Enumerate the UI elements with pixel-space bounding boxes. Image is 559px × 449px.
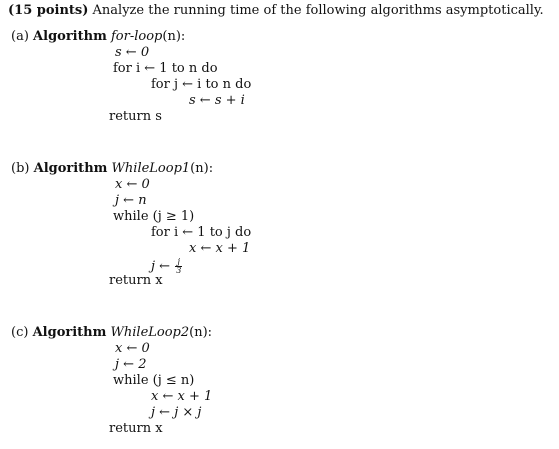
algorithm-param: (n): bbox=[190, 161, 214, 176]
code-line: x ← x + 1 bbox=[151, 389, 213, 404]
algorithm-param: (n): bbox=[189, 325, 213, 340]
part-label: (b) bbox=[11, 161, 30, 176]
code-line: s ← s + i bbox=[189, 93, 245, 108]
part-label: (a) bbox=[11, 29, 29, 44]
part-c-title bbox=[11, 325, 212, 341]
part-label: (c) bbox=[11, 325, 29, 340]
code-line: j ← n bbox=[115, 193, 147, 208]
code-line: s ← 0 bbox=[115, 45, 150, 60]
code-line: return x bbox=[109, 421, 163, 436]
code-line: for i ← 1 to j do bbox=[151, 225, 252, 240]
instruction-text: Analyze the running time of the following algorithms asymptotically. bbox=[92, 3, 544, 18]
fraction bbox=[175, 258, 182, 275]
code-line: x ← x + 1 bbox=[189, 241, 251, 256]
code-line: while (j ≤ n) bbox=[113, 373, 195, 388]
question-header bbox=[8, 3, 544, 19]
code-line: j ← bbox=[151, 259, 171, 274]
part-a-title bbox=[11, 29, 185, 45]
code-line: for j ← i to n do bbox=[151, 77, 252, 92]
algorithm-name: for-loop bbox=[110, 29, 163, 44]
fraction-numerator: j bbox=[175, 258, 182, 267]
code-line: j ← j × j bbox=[151, 405, 202, 420]
code-line: j ← 2 bbox=[115, 357, 147, 372]
algorithm-keyword: Algorithm bbox=[33, 161, 108, 176]
code-line: x ← 0 bbox=[115, 341, 150, 356]
code-line: return x bbox=[109, 273, 163, 288]
code-line: return s bbox=[109, 109, 162, 124]
part-b-title bbox=[11, 161, 213, 177]
points-label: (15 points) bbox=[8, 3, 89, 18]
algorithm-name: WhileLoop1 bbox=[111, 161, 191, 176]
algorithm-name: WhileLoop2 bbox=[110, 325, 190, 340]
fraction-denominator: 3 bbox=[176, 266, 182, 275]
algorithm-keyword: Algorithm bbox=[32, 325, 107, 340]
algorithm-param: (n): bbox=[162, 29, 186, 44]
algorithm-keyword: Algorithm bbox=[33, 29, 107, 44]
code-line: x ← 0 bbox=[115, 177, 150, 192]
code-line: for i ← 1 to n do bbox=[113, 61, 218, 76]
code-line: while (j ≥ 1) bbox=[113, 209, 195, 224]
